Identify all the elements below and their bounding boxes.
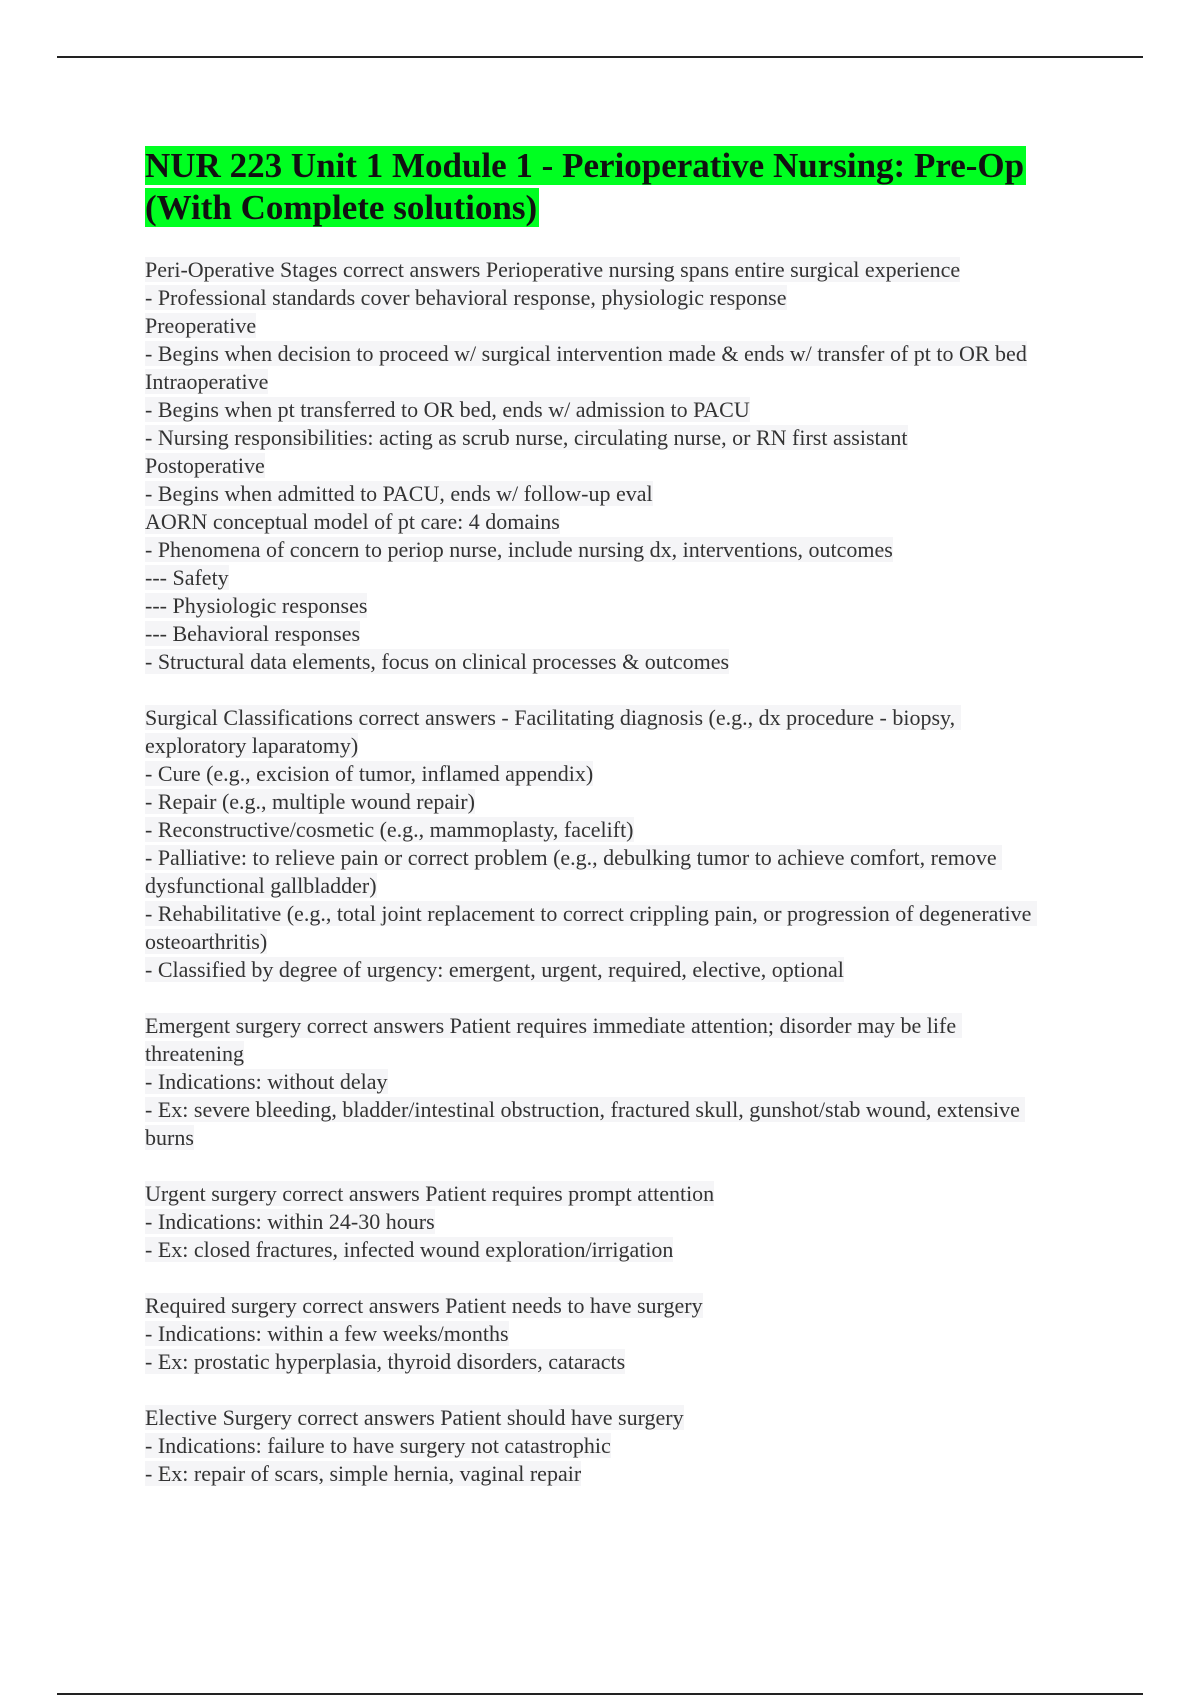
section-line	[145, 368, 1045, 396]
line-text: - Rehabilitative (e.g., total joint replacement to correct crippling pain, or progression of degenerative osteoarthritis)	[145, 901, 1037, 954]
section-line	[145, 760, 1045, 788]
line-text: Peri-Operative Stages correct answers Perioperative nursing spans entire surgical experience	[145, 257, 961, 282]
section-line	[145, 284, 1045, 312]
document-title	[145, 145, 1045, 229]
line-text: - Reconstructive/cosmetic (e.g., mammoplasty, facelift)	[145, 817, 634, 842]
line-text: AORN conceptual model of pt care: 4 domains	[145, 509, 560, 534]
line-text: - Classified by degree of urgency: emergent, urgent, required, elective, optional	[145, 957, 844, 982]
qa-section	[145, 704, 1045, 984]
section-line	[145, 1236, 1045, 1264]
line-text: - Begins when decision to proceed w/ surgical intervention made & ends w/ transfer of pt to OR bed	[145, 341, 1027, 366]
section-line	[145, 396, 1045, 424]
document-title-text: NUR 223 Unit 1 Module 1 - Perioperative Nursing: Pre-Op (With Complete solutions)	[145, 146, 1025, 227]
section-line	[145, 452, 1045, 480]
section-line	[145, 648, 1045, 676]
qa-section	[145, 1012, 1045, 1152]
document-body	[145, 256, 1045, 1516]
section-line	[145, 592, 1045, 620]
section-line	[145, 956, 1045, 984]
section-heading-line	[145, 1012, 1045, 1068]
section-line	[145, 508, 1045, 536]
line-text: - Professional standards cover behavioral response, physiologic response	[145, 285, 787, 310]
line-text: - Repair (e.g., multiple wound repair)	[145, 789, 475, 814]
line-text: - Ex: prostatic hyperplasia, thyroid disorders, cataracts	[145, 1349, 626, 1374]
section-line	[145, 1460, 1045, 1488]
qa-section	[145, 1292, 1045, 1376]
line-text: --- Safety	[145, 565, 229, 590]
section-line	[145, 788, 1045, 816]
qa-section	[145, 1180, 1045, 1264]
section-line	[145, 1432, 1045, 1460]
line-text: Required surgery correct answers Patient needs to have surgery	[145, 1293, 703, 1318]
line-text: - Indications: failure to have surgery not catastrophic	[145, 1433, 611, 1458]
line-text: - Cure (e.g., excision of tumor, inflamed appendix)	[145, 761, 594, 786]
line-text: Intraoperative	[145, 369, 269, 394]
section-line	[145, 564, 1045, 592]
line-text: Preoperative	[145, 313, 257, 338]
section-line	[145, 340, 1045, 368]
line-text: - Indications: within 24-30 hours	[145, 1209, 435, 1234]
line-text: - Palliative: to relieve pain or correct problem (e.g., debulking tumor to achieve comfort, remove dysfunctional gallbladder)	[145, 845, 1003, 898]
section-heading-line	[145, 1292, 1045, 1320]
bottom-divider	[57, 1693, 1143, 1695]
section-line	[145, 424, 1045, 452]
line-text: --- Behavioral responses	[145, 621, 361, 646]
line-text: - Ex: repair of scars, simple hernia, vaginal repair	[145, 1461, 582, 1486]
section-line	[145, 1348, 1045, 1376]
section-heading-line	[145, 1180, 1045, 1208]
top-divider	[57, 56, 1143, 58]
section-line	[145, 1208, 1045, 1236]
line-text: - Structural data elements, focus on clinical processes & outcomes	[145, 649, 730, 674]
line-text: --- Physiologic responses	[145, 593, 368, 618]
line-text: - Indications: within a few weeks/months	[145, 1321, 509, 1346]
section-line	[145, 536, 1045, 564]
section-line	[145, 900, 1045, 956]
line-text: - Begins when admitted to PACU, ends w/ follow-up eval	[145, 481, 653, 506]
line-text: Surgical Classifications correct answers - Facilitating diagnosis (e.g., dx procedure - biopsy, exploratory laparatomy)	[145, 705, 961, 758]
line-text: Postoperative	[145, 453, 265, 478]
qa-section	[145, 256, 1045, 676]
line-text: - Ex: closed fractures, infected wound exploration/irrigation	[145, 1237, 674, 1262]
qa-section	[145, 1404, 1045, 1488]
section-heading-line	[145, 256, 1045, 284]
section-line	[145, 816, 1045, 844]
section-line	[145, 1320, 1045, 1348]
section-line	[145, 620, 1045, 648]
section-line	[145, 1096, 1045, 1152]
line-text: - Phenomena of concern to periop nurse, include nursing dx, interventions, outcomes	[145, 537, 893, 562]
section-line	[145, 312, 1045, 340]
line-text: - Indications: without delay	[145, 1069, 388, 1094]
section-line	[145, 844, 1045, 900]
section-heading-line	[145, 704, 1045, 760]
line-text: - Ex: severe bleeding, bladder/intestinal obstruction, fractured skull, gunshot/stab wound, extensive burns	[145, 1097, 1026, 1150]
line-text: - Nursing responsibilities: acting as scrub nurse, circulating nurse, or RN first assistant	[145, 425, 908, 450]
section-heading-line	[145, 1404, 1045, 1432]
line-text: Emergent surgery correct answers Patient requires immediate attention; disorder may be life threatening	[145, 1013, 962, 1066]
line-text: Urgent surgery correct answers Patient requires prompt attention	[145, 1181, 715, 1206]
line-text: - Begins when pt transferred to OR bed, ends w/ admission to PACU	[145, 397, 750, 422]
section-line	[145, 480, 1045, 508]
section-line	[145, 1068, 1045, 1096]
line-text: Elective Surgery correct answers Patient should have surgery	[145, 1405, 684, 1430]
